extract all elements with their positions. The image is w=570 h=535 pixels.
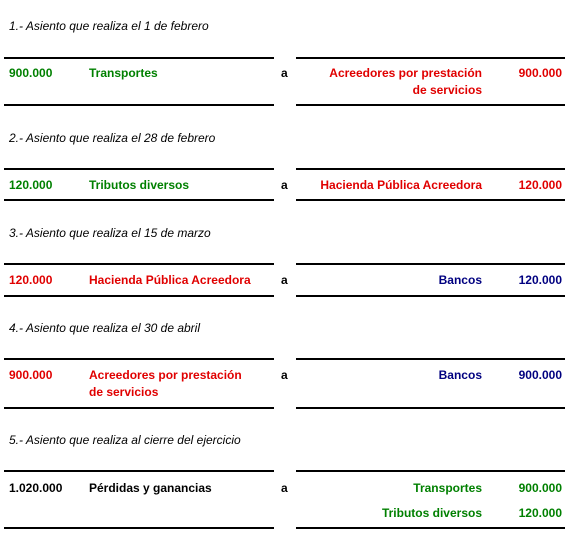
entry-2-bottom-rule-right: [296, 199, 565, 201]
entry-5-bottom-rule-left: [4, 527, 274, 529]
entry-2-top-rule-left: [4, 168, 274, 170]
entry-3-debit-amount: 120.000: [9, 273, 53, 287]
entry-5-bottom-rule-right: [296, 527, 565, 529]
entry-5-credit-account-1: Transportes: [413, 481, 482, 495]
entry-3-credit-account: Bancos: [438, 273, 482, 287]
entry-5-credit-amount-1: 900.000: [518, 481, 562, 495]
entry-3-bottom-rule-right: [296, 295, 565, 297]
entry-2-credit-account: Hacienda Pública Acreedora: [320, 178, 482, 192]
entry-2-credit-amount: 120.000: [518, 178, 562, 192]
entry-1-bottom-rule-right: [296, 104, 565, 106]
entry-4-title: 4.- Asiento que realiza el 30 de abril: [9, 321, 201, 335]
entry-2-debit-amount: 120.000: [9, 178, 53, 192]
entry-3-credit-amount: 120.000: [518, 273, 562, 287]
entry-4-debit-account-line1: Acreedores por prestación: [89, 368, 242, 382]
entry-3-debit-account: Hacienda Pública Acreedora: [89, 273, 251, 287]
entry-5-credit-amount-2: 120.000: [518, 506, 562, 520]
entry-4-debit-account-line2: de servicios: [89, 385, 159, 399]
entry-4-credit-account: Bancos: [438, 368, 482, 382]
entry-2-bottom-rule-left: [4, 199, 274, 201]
entry-4-connector: a: [281, 368, 288, 382]
entry-3-bottom-rule-left: [4, 295, 274, 297]
entry-3-top-rule-right: [296, 263, 565, 265]
entry-1-top-rule-right: [296, 57, 565, 59]
entry-4-credit-amount: 900.000: [518, 368, 562, 382]
entry-4-bottom-rule-right: [296, 407, 565, 409]
entry-5-debit-account: Pérdidas y ganancias: [89, 481, 212, 495]
entry-1-bottom-rule-left: [4, 104, 274, 106]
entry-1-credit-amount: 900.000: [518, 66, 562, 80]
entry-1-title: 1.- Asiento que realiza el 1 de febrero: [9, 19, 209, 33]
entry-5-title: 5.- Asiento que realiza al cierre del ejercicio: [9, 433, 241, 447]
entry-4-top-rule-right: [296, 358, 565, 360]
entry-4-debit-amount: 900.000: [9, 368, 53, 382]
entry-2-debit-account: Tributos diversos: [89, 178, 190, 192]
entry-1-debit-amount: 900.000: [9, 66, 53, 80]
entry-2-connector: a: [281, 178, 288, 192]
entry-1-credit-account-line1: Acreedores por prestación: [329, 66, 482, 80]
entry-5-debit-amount: 1.020.000: [9, 481, 63, 495]
entry-2-top-rule-right: [296, 168, 565, 170]
entry-5-top-rule-left: [4, 470, 274, 472]
entry-3-connector: a: [281, 273, 288, 287]
entry-4-bottom-rule-left: [4, 407, 274, 409]
entry-4-top-rule-left: [4, 358, 274, 360]
entry-5-credit-account-2: Tributos diversos: [381, 506, 482, 520]
entry-1-top-rule-left: [4, 57, 274, 59]
entry-1-connector: a: [281, 66, 288, 80]
entry-1-debit-account: Transportes: [89, 66, 158, 80]
entry-2-title: 2.- Asiento que realiza el 28 de febrero: [9, 131, 216, 145]
entry-5-connector: a: [281, 481, 288, 495]
entry-3-title: 3.- Asiento que realiza el 15 de marzo: [9, 226, 211, 240]
entry-1-credit-account-line2: de servicios: [412, 83, 482, 97]
entry-5-top-rule-right: [296, 470, 565, 472]
entry-3-top-rule-left: [4, 263, 274, 265]
